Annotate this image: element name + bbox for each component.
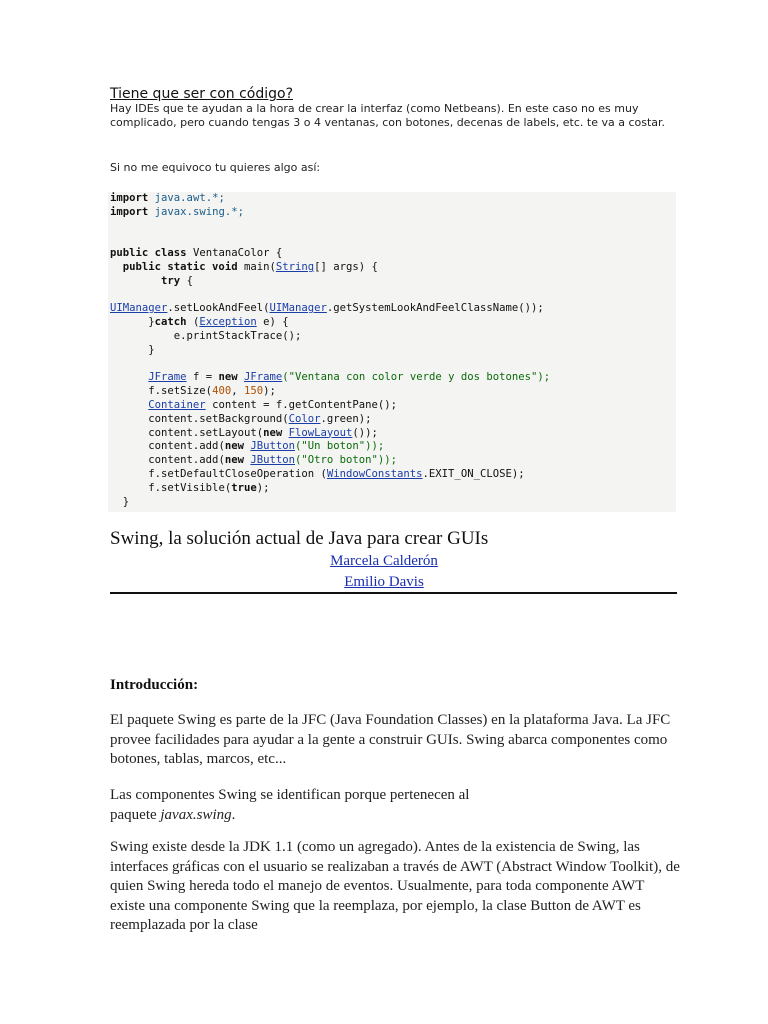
code-class-link[interactable]: JFrame — [148, 371, 187, 384]
code-text-span: f.setSize( — [148, 385, 213, 398]
code-number: 150 — [243, 385, 264, 398]
code-keyword: new — [224, 454, 244, 467]
body-paragraph-3: Swing existe desde la JDK 1.1 (como un agregado). Antes de la existencia de Swing, las interfaces gráficas con el usuario se realizaban a través de AWT (Abstract Window Toolkit), de quien Swing hereda todo el manejo de eventos. Usualmente, para toda componente AWT existe una componente Swing que la reemplaza, por ejemplo, la clase Button de AWT es reemplazada por la clase — [110, 839, 680, 933]
code-package: javax.swing.*; — [154, 205, 244, 218]
author-link-1[interactable]: Marcela Calderón — [330, 553, 438, 569]
code-class-link[interactable]: JButton — [250, 454, 296, 467]
code-text-span: ); — [263, 385, 276, 398]
code-class-link[interactable]: FlowLayout — [288, 426, 353, 439]
code-string: ("Ventana con color verde y dos botones"); — [282, 371, 551, 384]
code-text-span: ()); — [352, 426, 378, 439]
author-link-2[interactable]: Emilio Davis — [344, 574, 424, 590]
code-class-link[interactable]: Exception — [199, 316, 257, 329]
body-paragraph-1: El paquete Swing es parte de la JFC (Java Foundation Classes) en la plataforma Java. La JFC provee facilidades para ayudar a la gente a construir GUIs. Swing abarca componentes como botones, tablas, marcos, etc... — [110, 712, 671, 767]
code-text-span: f = — [192, 371, 213, 384]
code-text-span: [] args) { — [314, 260, 378, 273]
code-text-span: { — [186, 274, 193, 287]
code-text-span: .green); — [320, 412, 372, 425]
code-class-link[interactable]: JFrame — [244, 371, 283, 384]
code-text-span: , — [231, 385, 238, 398]
code-keyword: public static void — [122, 260, 238, 273]
code-text-span: content = f.getContentPane(); — [212, 398, 398, 411]
code-class-link[interactable]: UIManager — [110, 302, 168, 315]
code-text-span: content.setBackground( — [148, 412, 289, 425]
horizontal-rule — [110, 592, 677, 594]
p2-text-c: . — [231, 806, 236, 823]
code-keyword: catch — [154, 316, 187, 329]
intro-heading: Introducción: — [110, 677, 199, 693]
question-paragraph: Hay IDEs que te ayudan a la hora de crear la interfaz (como Netbeans). En este caso no es muy complicado, pero cuando tengas 3 o 4 ventanas, con botones, decenas de labels, etc. te va a costar. — [110, 102, 666, 129]
question-title: Tiene que ser con código? — [110, 86, 294, 102]
code-keyword: new — [218, 371, 238, 384]
code-class-link[interactable]: Container — [148, 398, 206, 411]
code-block — [108, 192, 676, 512]
code-text-span: .getSystemLookAndFeelClassName()); — [326, 302, 544, 315]
code-keyword: try — [161, 274, 181, 287]
p2-italic-package: javax.swing — [160, 806, 232, 823]
p2-text-a: Las componentes Swing se identifican porque pertenecen al — [110, 787, 470, 803]
code-class-link[interactable]: WindowConstants — [326, 467, 423, 480]
code-text-span: ( — [192, 316, 200, 329]
code-class-link[interactable]: UIManager — [269, 302, 327, 315]
code-text-span: content.setLayout( — [148, 426, 264, 439]
body-paragraph-2 — [110, 786, 680, 825]
code-keyword: import — [110, 192, 149, 204]
code-text-span: } — [122, 495, 130, 508]
code-string: ("Otro boton")); — [295, 454, 398, 467]
question-paragraph-2: Si no me equivoco tu quieres algo así: — [110, 161, 321, 174]
code-text-span: } — [148, 343, 155, 356]
p2-text-b: paquete — [110, 806, 161, 823]
code-keyword: new — [224, 440, 244, 453]
code-text-span: .setLookAndFeel( — [167, 302, 270, 315]
code-class-link[interactable]: String — [275, 260, 315, 273]
code-keyword: true — [231, 481, 257, 494]
code-text-span: content.add( — [148, 454, 225, 467]
code-keyword: import — [110, 205, 149, 218]
code-text-span: ); — [256, 481, 270, 494]
article-heading: Swing, la solución actual de Java para crear GUIs — [110, 528, 489, 549]
code-text — [110, 192, 550, 509]
code-text-span: e.printStackTrace(); — [173, 329, 302, 342]
code-keyword: new — [263, 426, 283, 439]
code-text-span: } — [148, 316, 155, 329]
code-number: 400 — [212, 385, 232, 398]
code-text-span: content.add( — [148, 440, 225, 453]
code-package: java.awt.*; — [154, 192, 225, 204]
code-text-span: f.setVisible( — [148, 481, 232, 494]
code-string: ("Un boton")); — [295, 440, 385, 453]
code-text-span: main( — [243, 260, 276, 273]
code-text-span: f.setDefaultCloseOperation ( — [148, 467, 327, 480]
code-text-span: VentanaColor { — [192, 247, 283, 260]
code-class-link[interactable]: Color — [288, 412, 321, 425]
code-class-link[interactable]: JButton — [250, 440, 296, 453]
code-text-span: e) { — [263, 316, 289, 329]
code-text-span: .EXIT_ON_CLOSE); — [422, 467, 525, 480]
code-keyword: public class — [110, 247, 187, 260]
